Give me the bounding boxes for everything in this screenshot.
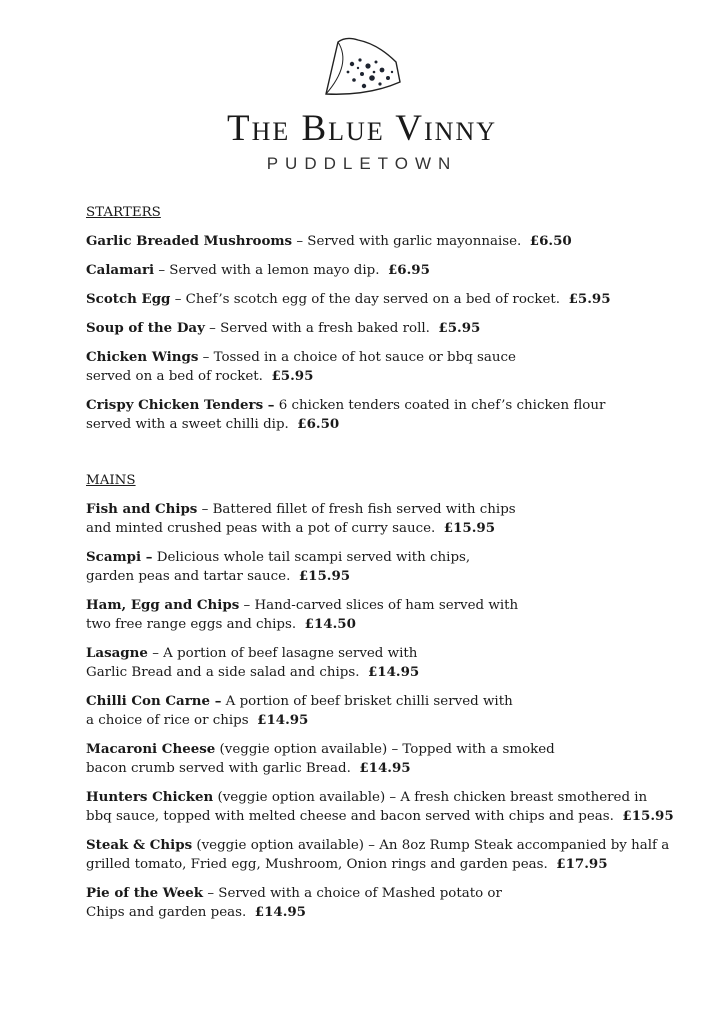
menu-item-line xyxy=(86,855,686,874)
menu-item-description: – Served with a lemon mayo dip. xyxy=(154,263,380,278)
menu-item-price: £14.95 xyxy=(359,760,411,776)
menu-item-name: Hunters Chicken xyxy=(86,789,214,805)
menu-item xyxy=(86,548,686,586)
menu-item-line xyxy=(86,903,686,922)
menu-item-line xyxy=(86,500,686,519)
menu-item-description: (veggie option available) – A fresh chicken breast smothered in xyxy=(213,790,648,805)
menu-item-line xyxy=(86,548,686,567)
menu-item xyxy=(86,396,686,434)
menu-item-description: 6 chicken tenders coated in chef’s chicken flour xyxy=(274,398,606,413)
menu-item xyxy=(86,348,686,386)
menu-item-price: £6.50 xyxy=(529,233,572,249)
menu-item-name: Calamari xyxy=(86,262,155,278)
menu-item-price: £5.95 xyxy=(568,291,611,307)
menu-item xyxy=(86,884,686,922)
section-heading-mains: MAINS xyxy=(86,473,136,488)
menu-item-name: Lasagne xyxy=(86,645,148,661)
menu-item-description: – Served with garlic mayonnaise. xyxy=(292,234,522,249)
menu-item-line xyxy=(86,711,686,730)
menu-item-price: £14.95 xyxy=(254,904,306,920)
menu-item-description: served with a sweet chilli dip. xyxy=(86,417,289,432)
menu-item-line xyxy=(86,692,686,711)
menu-item-name: Steak & Chips xyxy=(86,837,193,853)
menu-item-description: Chips and garden peas. xyxy=(86,905,247,920)
menu-item-price: £5.95 xyxy=(271,368,314,384)
menu-item-line xyxy=(86,567,686,586)
menu-item-name: Soup of the Day xyxy=(86,320,205,336)
menu-item-line xyxy=(86,615,686,634)
menu-item-price: £17.95 xyxy=(556,856,608,872)
menu-item-line xyxy=(86,319,686,338)
menu-item-price: £15.95 xyxy=(298,568,351,584)
menu-item-description: and minted crushed peas with a pot of curry sauce. xyxy=(86,521,436,536)
menu-item-name: Chilli Con Carne – xyxy=(86,693,222,709)
menu-item-description: – Hand-carved slices of ham served with xyxy=(239,598,519,613)
menu-item-description: grilled tomato, Fried egg, Mushroom, Onion rings and garden peas. xyxy=(86,857,548,872)
menu-item xyxy=(86,692,686,730)
menu-item-description: – Served with a fresh baked roll. xyxy=(204,321,430,336)
restaurant-name: The Blue Vinny xyxy=(226,108,498,149)
menu-item-description: (veggie option available) – Topped with a smoked xyxy=(215,742,555,757)
menu-item-description: – A portion of beef lasagne served with xyxy=(147,646,418,661)
menu-item-name: Ham, Egg and Chips xyxy=(86,597,240,613)
menu-item-description: (veggie option available) – An 8oz Rump Steak accompanied by half a xyxy=(192,838,670,853)
blue-cheese-wedge-icon xyxy=(318,34,406,104)
menu-item-name: Fish and Chips xyxy=(86,501,198,517)
menu-item-name: Garlic Breaded Mushrooms xyxy=(86,233,293,249)
menu-item-line xyxy=(86,367,686,386)
restaurant-location: PUDDLETOWN xyxy=(266,154,458,173)
menu-item xyxy=(86,596,686,634)
menu-item xyxy=(86,290,686,309)
menu-item xyxy=(86,500,686,538)
menu-item xyxy=(86,319,686,338)
menu-item-description: – Served with a choice of Mashed potato or xyxy=(203,886,502,901)
menu-item xyxy=(86,644,686,682)
menu-item-line xyxy=(86,596,686,615)
menu-item-name: Scotch Egg xyxy=(86,291,171,307)
menu-item-name: Crispy Chicken Tenders – xyxy=(86,397,275,413)
menu-item-description: bbq sauce, topped with melted cheese and bacon served with chips and peas. xyxy=(86,809,614,824)
menu-item-price: £6.95 xyxy=(387,262,430,278)
menu-item-price: £5.95 xyxy=(438,320,481,336)
menu-item-description: – Battered fillet of fresh fish served with chips xyxy=(197,502,516,517)
menu-item-line xyxy=(86,807,686,826)
menu-item-description: garden peas and tartar sauce. xyxy=(86,569,291,584)
menu-item-name: Scampi – xyxy=(86,549,153,565)
menu-item-line xyxy=(86,348,686,367)
section-heading-starters: STARTERS xyxy=(86,205,161,220)
menu-header xyxy=(0,0,724,190)
menu-item-description: – Tossed in a choice of hot sauce or bbq sauce xyxy=(198,350,516,365)
menu-item-line xyxy=(86,788,686,807)
menu-item-line xyxy=(86,519,686,538)
menu-item-price: £14.95 xyxy=(257,712,309,728)
menu-item-line xyxy=(86,740,686,759)
menu-item-line xyxy=(86,836,686,855)
menu-item-description: Delicious whole tail scampi served with chips, xyxy=(152,550,471,565)
menu-item-line xyxy=(86,290,686,309)
menu-item-description: served on a bed of rocket. xyxy=(86,369,263,384)
menu-item-price: £15.95 xyxy=(622,808,674,824)
menu-item-price: £6.50 xyxy=(297,416,340,432)
menu-item-description: bacon crumb served with garlic Bread. xyxy=(86,761,351,776)
menu-item-line xyxy=(86,644,686,663)
menu-item-line xyxy=(86,396,686,415)
menu-item xyxy=(86,232,686,251)
menu-item-price: £14.95 xyxy=(367,664,420,680)
menu-item xyxy=(86,788,686,826)
menu-item xyxy=(86,836,686,874)
menu-item-description: a choice of rice or chips xyxy=(86,713,249,728)
menu-body xyxy=(86,203,686,932)
menu-item-name: Macaroni Cheese xyxy=(86,741,216,757)
menu-item-price: £15.95 xyxy=(443,520,496,536)
menu-item xyxy=(86,261,686,280)
menu-item-description: A portion of beef brisket chilli served with xyxy=(221,694,513,709)
menu-item-name: Pie of the Week xyxy=(86,885,204,901)
menu-item-name: Chicken Wings xyxy=(86,349,199,365)
menu-item-line xyxy=(86,759,686,778)
menu-item-price: £14.50 xyxy=(304,616,356,632)
menu-item-description: Garlic Bread and a side salad and chips. xyxy=(86,665,360,680)
menu-item-line xyxy=(86,884,686,903)
menu-item-line xyxy=(86,663,686,682)
menu-item-description: two free range eggs and chips. xyxy=(86,617,297,632)
menu-item-line xyxy=(86,261,686,280)
menu-item xyxy=(86,740,686,778)
menu-item-description: – Chef’s scotch egg of the day served on a bed of rocket. xyxy=(170,292,561,307)
menu-item-line xyxy=(86,415,686,434)
menu-item-line xyxy=(86,232,686,251)
